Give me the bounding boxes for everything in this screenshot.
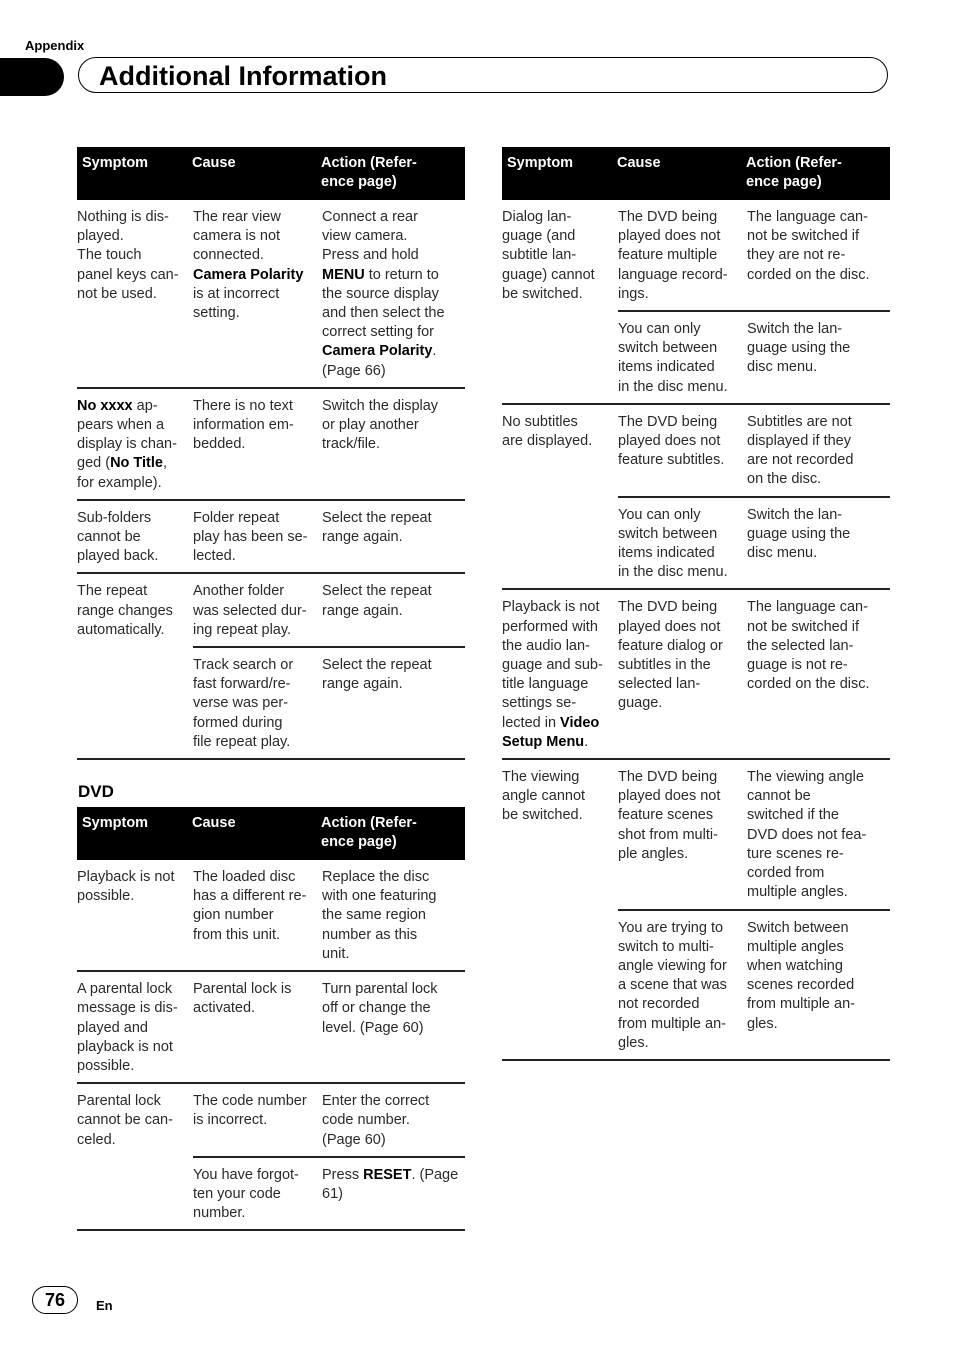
section-label: Appendix xyxy=(25,38,85,53)
table-row xyxy=(77,574,465,760)
cause-action-group xyxy=(193,200,465,387)
action-cell: Select the repeat range again. xyxy=(322,509,432,546)
table-header xyxy=(77,807,465,860)
symptom-cell: Sub-folders cannot be played back. xyxy=(77,509,159,565)
cause-cell: The code number is incorrect. xyxy=(193,1093,307,1129)
column-header: Action (Refer- ence page) xyxy=(746,155,842,190)
cause-action-pair xyxy=(193,574,465,646)
symptom-cell: Playback is not possible. xyxy=(77,869,175,905)
action-cell: Select the repeat range again. xyxy=(322,583,432,619)
cause-action-group xyxy=(618,200,890,403)
cause-action-pair xyxy=(618,310,890,403)
right-column xyxy=(502,147,890,1061)
cause-action-pair xyxy=(193,860,465,970)
table-row xyxy=(502,760,890,1061)
action-cell: Switch the display or play another track/file. xyxy=(322,397,439,453)
symptom-cell: A parental lock message is dis- played and playback is not possible. xyxy=(77,981,178,1074)
dvd-heading: DVD xyxy=(78,782,114,802)
cause-action-group xyxy=(193,501,465,573)
table-header xyxy=(77,147,465,200)
cause-cell: The DVD being played does not feature subtitles. xyxy=(618,413,725,469)
cause-action-pair xyxy=(618,760,890,908)
cause-cell: You can only switch between items indicated in the disc menu. xyxy=(618,506,728,581)
table-header xyxy=(502,147,890,200)
cause-cell: You are trying to switch to multi- angle viewing for a scene that was not recorded from multiple an- gles. xyxy=(618,919,727,1051)
cause-action-pair xyxy=(193,1156,465,1230)
action-cell: The viewing angle cannot be switched if the DVD does not fea- ture scenes re- corded from multiple angles. xyxy=(747,769,867,901)
cause-action-pair xyxy=(193,646,465,758)
cause-action-pair xyxy=(193,200,465,387)
cause-action-pair xyxy=(193,972,465,1044)
column-header: Symptom xyxy=(507,155,574,171)
symptom-cell: Parental lock cannot be can- celed. xyxy=(77,1093,173,1148)
cause-action-group xyxy=(193,389,465,499)
cause-cell: Another folder was selected dur- ing repeat play. xyxy=(193,583,307,638)
language-code: En xyxy=(96,1298,113,1313)
cause-cell: Folder repeat play has been se- lected. xyxy=(193,509,308,565)
cause-action-group xyxy=(618,760,890,1059)
symptom-cell: No subtitles are displayed. xyxy=(502,413,593,450)
troubleshooting-table-dvd xyxy=(77,807,465,1231)
cause-action-pair xyxy=(618,909,890,1059)
symptom-cell: Playback is not performed with the audio lan- guage and sub- title language settings se- lected in Video Setup Menu. xyxy=(502,599,603,750)
cause-action-group xyxy=(618,405,890,589)
troubleshooting-table-dvd-continued xyxy=(502,147,890,1061)
cause-action-group xyxy=(193,1084,465,1229)
action-cell: Turn parental lock off or change the level. (Page 60) xyxy=(322,981,438,1036)
cause-cell: You have forgot- ten your code number. xyxy=(193,1166,299,1222)
column-header: Cause xyxy=(617,155,661,171)
column-header: Symptom xyxy=(82,155,149,171)
symptom-cell: The repeat range changes automatically. xyxy=(77,583,173,638)
symptom-cell: Nothing is dis- played. The touch panel keys can- not be used. xyxy=(77,209,179,302)
symptom-cell: Dialog lan- guage (and subtitle lan- guage) cannot be switched. xyxy=(502,209,595,302)
cause-action-pair xyxy=(193,389,465,461)
cause-cell: Track search or fast forward/re- verse was per- formed during file repeat play. xyxy=(193,657,294,750)
action-cell: The language can- not be switched if they are not re- corded on the disc. xyxy=(747,209,870,283)
table-row xyxy=(77,1084,465,1231)
table-row xyxy=(77,860,465,972)
cause-action-group xyxy=(193,972,465,1082)
symptom-cell: No xxxx ap- pears when a display is chan- ged (No Title, for example). xyxy=(77,397,177,491)
table-row xyxy=(77,972,465,1084)
cause-action-pair xyxy=(618,496,890,589)
column-header: Cause xyxy=(192,815,236,832)
column-header: Action (Refer- ence page) xyxy=(321,155,417,190)
cause-cell: The loaded disc has a different re- gion number from this unit. xyxy=(193,869,307,943)
cause-cell: You can only switch between items indicated in the disc menu. xyxy=(618,321,728,395)
cause-action-group xyxy=(618,590,890,758)
table-row xyxy=(77,501,465,575)
column-header: Action (Refer- ence page) xyxy=(321,815,417,851)
cause-action-pair xyxy=(618,405,890,496)
action-cell: Switch the lan- guage using the disc menu. xyxy=(747,506,851,562)
cause-action-pair xyxy=(618,590,890,719)
table-row xyxy=(77,389,465,501)
table-row xyxy=(502,200,890,405)
action-cell: The language can- not be switched if the selected lan- guage is not re- corded on the disc. xyxy=(747,599,870,693)
action-cell: Subtitles are not displayed if they are not recorded on the disc. xyxy=(747,413,854,488)
cause-action-group xyxy=(193,860,465,970)
action-cell: Press RESET. (Page 61) xyxy=(322,1166,459,1202)
cause-cell: The rear view camera is not connected. Camera Polarity is at incorrect setting. xyxy=(193,209,304,322)
table-row xyxy=(502,590,890,760)
action-cell: Connect a rear view camera. Press and hold MENU to return to the source display and then select the correct setting for Camera Polarity. (Page 66) xyxy=(322,209,445,379)
cause-action-pair xyxy=(193,1084,465,1156)
cause-cell: There is no text information em- bedded. xyxy=(193,397,294,453)
table-row xyxy=(77,200,465,389)
left-column xyxy=(77,147,465,1231)
cause-action-group xyxy=(193,574,465,758)
troubleshooting-table-general xyxy=(77,147,465,760)
symptom-cell: The viewing angle cannot be switched. xyxy=(502,769,586,824)
title-banner xyxy=(78,57,888,93)
cause-cell: The DVD being played does not feature dialog or subtitles in the selected lan- guage. xyxy=(618,599,723,712)
action-cell: Switch between multiple angles when watching scenes recorded from multiple an- gles. xyxy=(747,919,855,1032)
cause-action-pair xyxy=(618,200,890,310)
column-header: Symptom xyxy=(82,815,149,832)
section-tab-marker xyxy=(0,58,64,96)
action-cell: Enter the correct code number. (Page 60) xyxy=(322,1093,430,1148)
cause-cell: The DVD being played does not feature scenes shot from multi- ple angles. xyxy=(618,769,721,862)
cause-cell: Parental lock is activated. xyxy=(193,981,292,1017)
page-number: 76 xyxy=(32,1286,78,1314)
cause-cell: The DVD being played does not feature multiple language record- ings. xyxy=(618,209,728,302)
cause-action-pair xyxy=(193,501,465,573)
column-header: Cause xyxy=(192,155,236,171)
page-title: Additional Information xyxy=(99,61,387,91)
action-cell: Select the repeat range again. xyxy=(322,657,432,693)
action-cell: Replace the disc with one featuring the same region number as this unit. xyxy=(322,869,437,962)
table-row xyxy=(502,405,890,591)
action-cell: Switch the lan- guage using the disc menu. xyxy=(747,321,851,376)
